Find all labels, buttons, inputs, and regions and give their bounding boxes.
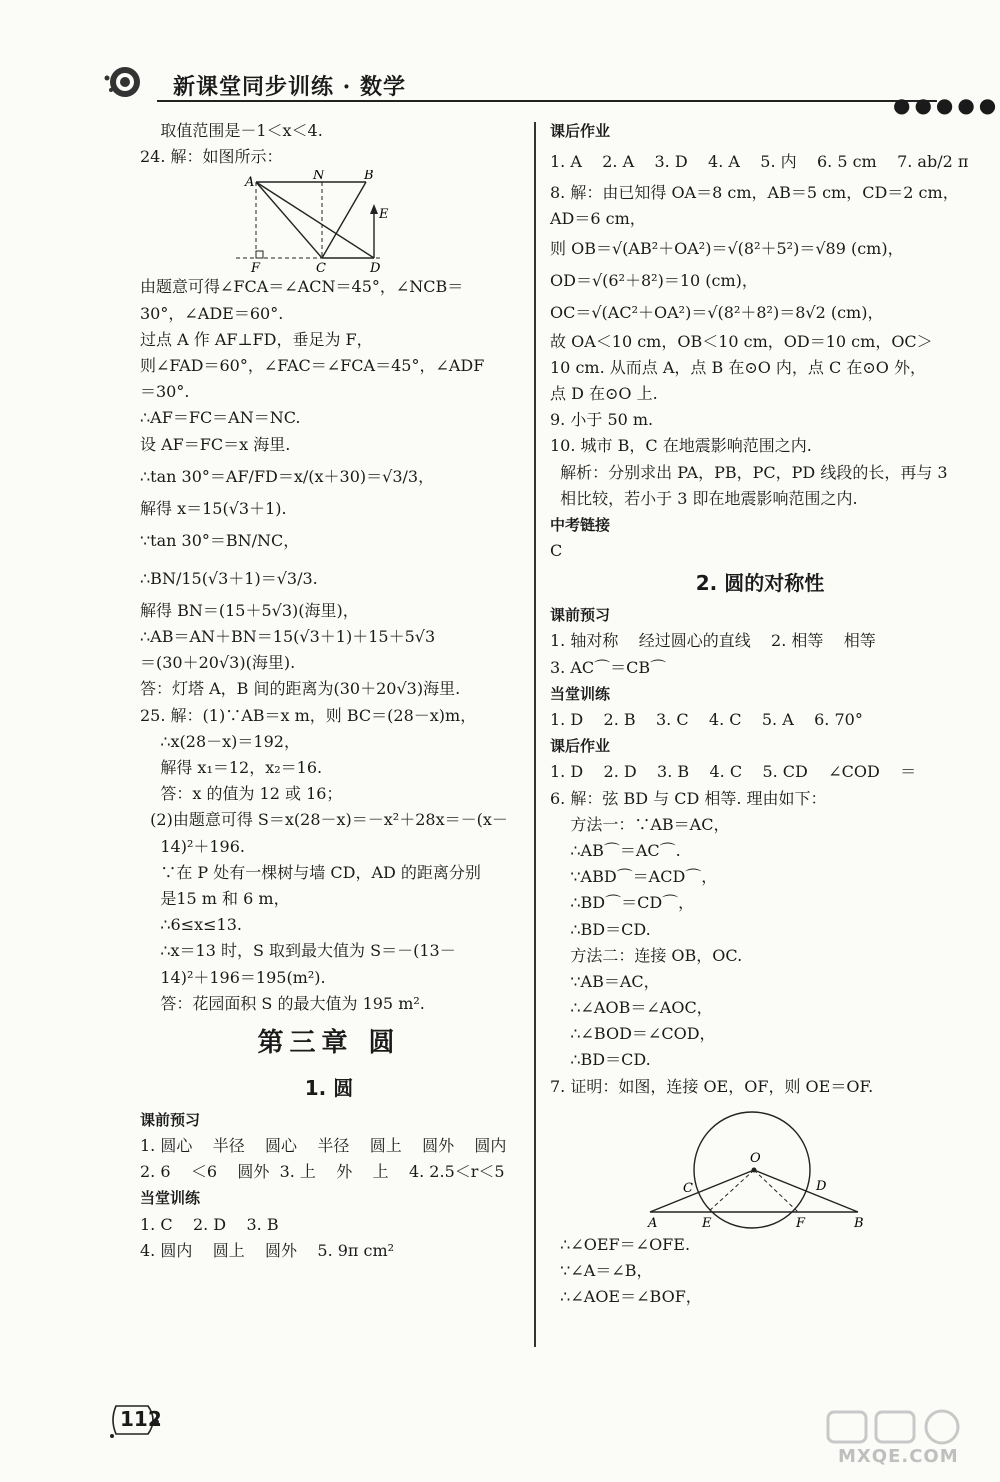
subsection-heading: 当堂训练 xyxy=(140,1189,201,1208)
column-divider xyxy=(534,122,536,1347)
text-line: (2)由题意可得 S＝x(28－x)＝－x²＋28x＝－(x－ xyxy=(140,810,508,830)
text-line: 1. 轴对称 经过圆心的直线 2. 相等 相等 xyxy=(550,631,876,651)
diagram-label: D xyxy=(816,1178,827,1194)
text-line: ＝(30＋20√3)(海里). xyxy=(140,653,296,673)
text-line: 过点 A 作 AF⊥FD，垂足为 F， xyxy=(140,329,373,349)
figure-lighthouse-diagram xyxy=(140,170,518,274)
text-line: 设 AF＝FC＝x 海里. xyxy=(140,434,291,454)
text-line: 14)²＋196. xyxy=(140,836,245,856)
text-line: 7. 证明：如图，连接 OE，OF，则 OE＝OF. xyxy=(550,1076,874,1096)
text-line: ∵AB＝AC， xyxy=(550,971,660,991)
formula-line: ∵tan 30°＝BN/NC， xyxy=(140,530,300,550)
diagram-label: B xyxy=(364,170,374,184)
diagram-label: F xyxy=(796,1215,806,1231)
subsection-heading: 课后作业 xyxy=(550,737,611,756)
right-column xyxy=(550,118,970,1310)
text-line: 1. C 2. D 3. B xyxy=(140,1214,279,1234)
section-title: 2. 圆的对称性 xyxy=(695,571,825,596)
subsection-heading: 课后作业 xyxy=(550,122,611,140)
page-number: 112 xyxy=(120,1407,162,1431)
text-line: ∵在 P 处有一棵树与墙 CD，AD 的距离分别 xyxy=(140,862,481,882)
text-line: 1. 圆心 半径 圆心 半径 圆上 圆外 圆内 xyxy=(140,1136,507,1156)
formula-line: OC＝√(AC²＋OA²)＝√(8²＋8²)＝8√2 (cm)， xyxy=(550,302,884,322)
text-line: 答：花园面积 S 的最大值为 195 m². xyxy=(140,993,425,1013)
circle-diagram-svg xyxy=(550,1100,970,1232)
text-line: ∴∠AOE＝∠BOF， xyxy=(550,1287,702,1307)
diagram-label: N xyxy=(313,170,325,184)
text-line: ∴∠AOB＝∠AOC， xyxy=(550,998,713,1018)
text-line: 24. 解：如图所示： xyxy=(140,147,283,167)
text-line: ∴BD＝CD. xyxy=(550,1050,651,1070)
text-line: 则∠FAD＝60°，∠FAC＝∠FCA＝45°，∠ADF xyxy=(140,355,485,375)
figure-circle-diagram xyxy=(550,1100,970,1232)
text-line: AD＝6 cm， xyxy=(550,209,646,229)
text-line: 25. 解：(1)∵AB＝x m，则 BC＝(28－x)m， xyxy=(140,705,477,725)
text-line: 9. 小于 50 m. xyxy=(550,410,654,430)
text-line: 解得 x＝15(√3＋1). xyxy=(140,498,287,518)
left-column xyxy=(140,118,518,1264)
page-header xyxy=(95,62,1000,117)
diagram-label: D xyxy=(370,261,381,275)
chapter-title: 第三章 圆 xyxy=(257,1027,401,1058)
text-line: 解得 x₁＝12，x₂＝16. xyxy=(140,758,323,777)
book-logo-icon xyxy=(103,64,145,100)
diagram-label: E xyxy=(702,1215,712,1231)
text-line: 6. 解：弦 BD 与 CD 相等. 理由如下： xyxy=(550,788,827,808)
subsection-heading: 课前预习 xyxy=(550,606,611,625)
text-line: 30°，∠ADE＝60°. xyxy=(140,303,284,323)
text-line: ∴AB⌒＝AC⌒. xyxy=(550,840,681,860)
text-line: 故 OA＜10 cm，OB＜10 cm，OD＝10 cm，OC＞ xyxy=(550,331,933,351)
subsection-heading: 当堂训练 xyxy=(550,684,611,703)
text-line: 10. 城市 B，C 在地震影响范围之内. xyxy=(550,436,812,456)
text-line: 4. 圆内 圆上 圆外 5. 9π cm² xyxy=(140,1240,395,1260)
subsection-heading: 课前预习 xyxy=(140,1110,201,1129)
text-line: ∵ABD⌒＝ACD⌒， xyxy=(550,867,718,887)
text-line: 由题意可得∠FCA＝∠ACN＝45°，∠NCB＝ xyxy=(140,277,464,297)
text-line: 1. D 2. D 3. B 4. C 5. CD ∠COD ＝ xyxy=(550,762,917,782)
text-line: 1. D 2. B 3. C 4. C 5. A 6. 70° xyxy=(550,710,863,729)
section-title: 1. 圆 xyxy=(304,1075,354,1100)
diagram-label: O xyxy=(750,1150,761,1166)
text-line: ∵∠A＝∠B， xyxy=(550,1261,653,1280)
text-line: ∴AF＝FC＝AN＝NC. xyxy=(140,408,301,428)
text-line: ＝30°. xyxy=(140,382,190,402)
formula-line: OD＝√(6²＋8²)＝10 (cm)， xyxy=(550,270,758,290)
text-line: ∴6≤x≤13. xyxy=(140,915,242,935)
text-line: 解得 BN＝(15＋5√3)(海里)， xyxy=(140,600,359,620)
diagram-label: B xyxy=(854,1215,864,1231)
watermark-text: MXQE.COM xyxy=(838,1446,959,1467)
text-line: 方法二：连接 OB，OC. xyxy=(550,945,743,965)
text-line: ∴∠OEF＝∠OFE. xyxy=(550,1234,691,1254)
diagram-label: E xyxy=(379,207,389,223)
diagram-label: A xyxy=(648,1215,658,1231)
text-line: 10 cm. 从而点 A，点 B 在⊙O 内，点 C 在⊙O 外， xyxy=(550,357,926,377)
subsection-heading: 中考链接 xyxy=(550,515,611,534)
text-line: C xyxy=(550,541,563,561)
header-title: 新课堂同步训练 · 数学 xyxy=(173,74,406,100)
diagram-label: C xyxy=(683,1180,693,1196)
text-line: 1. A 2. A 3. D 4. A 5. 内 6. 5 cm 7. ab/2 π xyxy=(550,152,969,172)
text-line: ∴∠BOD＝∠COD， xyxy=(550,1024,716,1044)
text-line: 点 D 在⊙O 上. xyxy=(550,383,658,403)
diagram-label: F xyxy=(251,261,261,275)
text-line: 取值范围是－1＜x＜4. xyxy=(140,121,323,140)
text-line: ∴BD＝CD. xyxy=(550,919,651,939)
header-rule xyxy=(157,100,937,102)
text-line: 答：x 的值为 12 或 16； xyxy=(140,784,343,804)
diagram-label: A xyxy=(245,175,255,191)
text-line: 相比较，若小于 3 即在地震影响范围之内. xyxy=(550,488,858,508)
text-line: ∴x(28－x)＝192， xyxy=(140,731,300,751)
text-line: 解析：分别求出 PA，PB，PC，PD 线段的长，再与 3 xyxy=(550,462,948,482)
text-line: 是15 m 和 6 m， xyxy=(140,888,290,908)
formula-line: ∴tan 30°＝AF/FD＝x/(x＋30)＝√3/3， xyxy=(140,466,435,486)
text-line: 14)²＋196＝195(m²). xyxy=(140,967,326,987)
text-line: 2. 6 ＜6 圆外 3. 上 外 上 4. 2.5＜r＜5 xyxy=(140,1162,505,1182)
diagram-svg xyxy=(140,170,518,274)
formula-line: 则 OB＝√(AB²＋OA²)＝√(8²＋5²)＝√89 (cm)， xyxy=(550,238,904,258)
header-dots: ●●●●● xyxy=(893,93,1000,117)
text-line: 答：灯塔 A，B 间的距离为(30＋20√3)海里. xyxy=(140,679,461,699)
text-line: ∴BD⌒＝CD⌒， xyxy=(550,893,695,913)
text-line: 8. 解：由已知得 OA＝8 cm，AB＝5 cm，CD＝2 cm， xyxy=(550,183,959,203)
formula-line: ∴BN/15(√3＋1)＝√3/3. xyxy=(140,568,318,588)
text-line: ∴AB＝AN＋BN＝15(√3＋1)＋15＋5√3 xyxy=(140,627,436,647)
diagram-label: C xyxy=(316,261,326,275)
text-line: 方法一：∵AB＝AC， xyxy=(550,814,730,834)
text-line: ∴x＝13 时，S 取到最大值为 S＝－(13－ xyxy=(140,941,456,961)
text-line: 3. AC⌒＝CB⌒ xyxy=(550,657,667,677)
